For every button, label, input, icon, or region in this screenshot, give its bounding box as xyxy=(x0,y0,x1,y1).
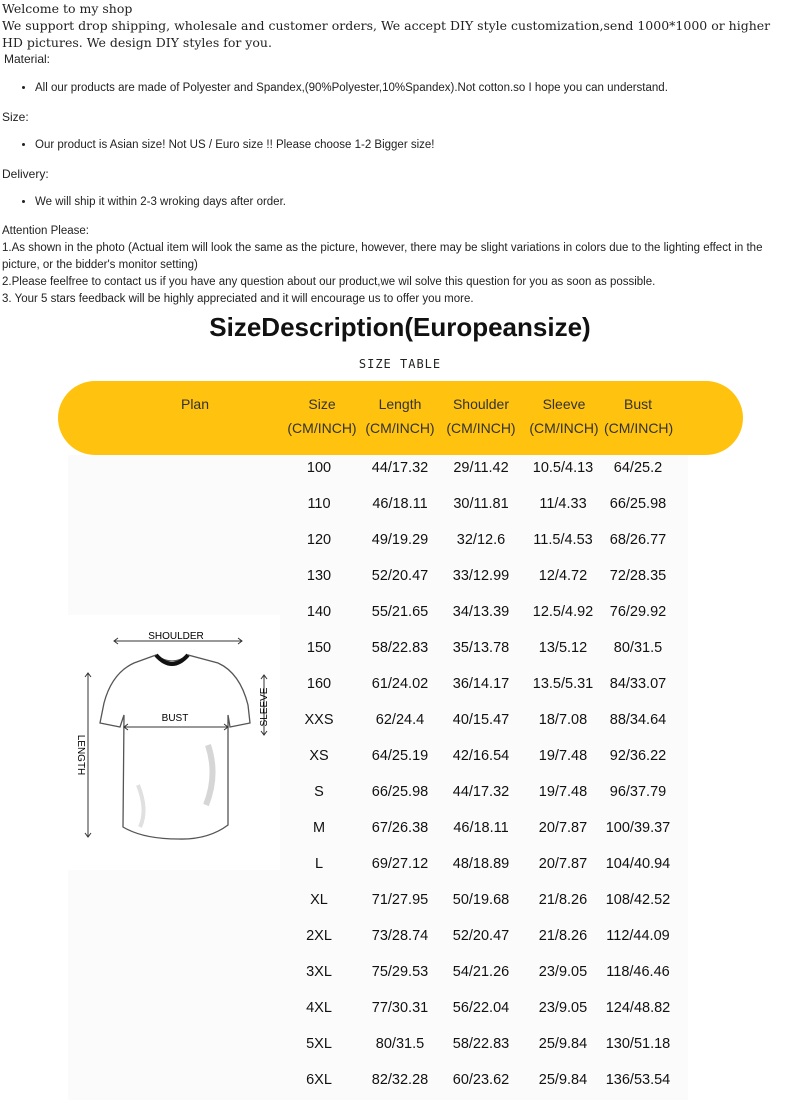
size-section xyxy=(2,109,792,154)
cell-size: 150 xyxy=(306,640,332,656)
cell-size: L xyxy=(314,856,324,872)
cell-shoulder: 36/14.17 xyxy=(452,676,510,692)
cell-bust: 136/53.54 xyxy=(605,1072,671,1088)
cell-size: 6XL xyxy=(306,1072,332,1088)
cell-size: 100 xyxy=(306,460,332,476)
header-size-label: Size xyxy=(308,396,336,412)
cell-size: 2XL xyxy=(306,928,332,944)
cell-length: 44/17.32 xyxy=(371,460,429,476)
list-item: • We will ship it within 2-3 wroking days after order. xyxy=(35,194,792,211)
cell-shoulder: 52/20.47 xyxy=(452,928,510,944)
cell-length: 52/20.47 xyxy=(371,568,429,584)
header-length-label: Length xyxy=(378,396,422,412)
cell-size: S xyxy=(314,784,324,800)
cell-sleeve: 11/4.33 xyxy=(539,496,587,512)
cell-length: 62/24.4 xyxy=(375,712,425,728)
header-bust xyxy=(604,392,672,440)
cell-length: 75/29.53 xyxy=(371,964,429,980)
cell-bust: 72/28.35 xyxy=(609,568,667,584)
cell-size: 160 xyxy=(306,676,332,692)
cell-sleeve: 23/9.05 xyxy=(538,1000,588,1016)
attention-line-3: 3. Your 5 stars feedback will be highly appreciated and it will encourage us to offer you more. xyxy=(2,293,474,305)
cell-sleeve: 13/5.12 xyxy=(538,640,588,656)
cell-shoulder: 42/16.54 xyxy=(452,748,510,764)
cell-sleeve: 12/4.72 xyxy=(538,568,588,584)
header-plan xyxy=(145,392,245,416)
cell-sleeve: 23/9.05 xyxy=(538,964,588,980)
cell-shoulder: 32/12.6 xyxy=(456,532,506,548)
header-shoulder-label: Shoulder xyxy=(452,396,510,412)
table-title: SIZE TABLE xyxy=(358,357,442,371)
shoulder-label: SHOULDER xyxy=(148,631,204,642)
attention-line-1: 1.As shown in the photo (Actual item will look the same as the picture, however, there may be slight variations in colors due to the lighting effect in the picture, or the bidder's monitor setting) xyxy=(2,242,763,271)
material-label: Material: xyxy=(4,52,51,66)
cell-size: XS xyxy=(309,748,329,764)
delivery-section xyxy=(2,166,792,211)
cell-bust: 76/29.92 xyxy=(609,604,667,620)
length-label: LENGTH xyxy=(75,734,86,776)
intro-section xyxy=(2,0,792,51)
cell-size: 3XL xyxy=(306,964,332,980)
header-shoulder xyxy=(442,392,520,440)
tshirt-svg xyxy=(68,615,280,870)
header-sleeve xyxy=(526,392,602,440)
bust-label: BUST xyxy=(161,713,189,724)
cell-bust: 92/36.22 xyxy=(609,748,667,764)
cell-sleeve: 21/8.26 xyxy=(538,892,588,908)
cell-size: 110 xyxy=(307,496,331,512)
cell-sleeve: 21/8.26 xyxy=(538,928,588,944)
cell-sleeve: 19/7.48 xyxy=(538,784,588,800)
cell-shoulder: 29/11.42 xyxy=(453,460,509,476)
cell-size: M xyxy=(312,820,326,836)
material-section xyxy=(2,51,792,97)
cell-size: 120 xyxy=(306,532,332,548)
cell-size: 4XL xyxy=(306,1000,332,1016)
cell-shoulder: 54/21.26 xyxy=(452,964,510,980)
cell-sleeve: 19/7.48 xyxy=(538,748,588,764)
cell-shoulder: 30/11.81 xyxy=(453,496,509,512)
cell-size: 140 xyxy=(306,604,332,620)
cell-length: 66/25.98 xyxy=(371,784,429,800)
cell-bust: 104/40.94 xyxy=(605,856,671,872)
cell-shoulder: 58/22.83 xyxy=(452,1036,510,1052)
cell-shoulder: 35/13.78 xyxy=(452,640,510,656)
cell-length: 61/24.02 xyxy=(371,676,429,692)
cell-length: 69/27.12 xyxy=(371,856,429,872)
header-bust-unit: (CM/INCH) xyxy=(604,420,674,436)
tshirt-diagram xyxy=(68,615,280,870)
cell-shoulder: 50/19.68 xyxy=(452,892,510,908)
cell-length: 82/32.28 xyxy=(371,1072,429,1088)
cell-sleeve: 20/7.87 xyxy=(538,856,588,872)
header-plan-label: Plan xyxy=(180,396,210,412)
header-sleeve-unit: (CM/INCH) xyxy=(529,420,599,436)
cell-sleeve: 13.5/5.31 xyxy=(532,676,594,692)
cell-sleeve: 20/7.87 xyxy=(538,820,588,836)
attention-label: Attention Please: xyxy=(2,225,89,237)
header-bust-label: Bust xyxy=(623,396,652,412)
attention-line-2: 2.Please feelfree to contact us if you have any question about our product,we wil solve this question for you as soon as possible. xyxy=(2,276,656,288)
cell-bust: 80/31.5 xyxy=(613,640,663,656)
cell-sleeve: 25/9.84 xyxy=(538,1036,588,1052)
cell-sleeve: 25/9.84 xyxy=(538,1072,588,1088)
cell-length: 55/21.65 xyxy=(371,604,429,620)
cell-bust: 118/46.46 xyxy=(606,964,670,980)
cell-size: 5XL xyxy=(306,1036,332,1052)
delivery-list xyxy=(2,194,792,211)
cell-shoulder: 48/18.89 xyxy=(452,856,510,872)
cell-sleeve: 18/7.08 xyxy=(538,712,588,728)
size-label: Size: xyxy=(2,110,29,124)
cell-length: 77/30.31 xyxy=(371,1000,429,1016)
list-item: • Our product is Asian size! Not US / Euro size !! Please choose 1-2 Bigger size! xyxy=(35,137,792,154)
cell-bust: 124/48.82 xyxy=(605,1000,671,1016)
cell-bust: 66/25.98 xyxy=(609,496,667,512)
cell-length: 58/22.83 xyxy=(371,640,429,656)
cell-bust: 88/34.64 xyxy=(609,712,667,728)
welcome-text: Welcome to my shop xyxy=(2,1,133,16)
cell-length: 71/27.95 xyxy=(371,892,429,908)
chart-title: SizeDescription(Europeansize) xyxy=(209,312,591,342)
cell-bust: 64/25.2 xyxy=(613,460,663,476)
cell-bust: 84/33.07 xyxy=(609,676,667,692)
cell-sleeve: 10.5/4.13 xyxy=(532,460,594,476)
cell-size: XXS xyxy=(304,712,334,728)
header-size xyxy=(284,392,360,440)
header-length-unit: (CM/INCH) xyxy=(365,420,435,436)
cell-length: 80/31.5 xyxy=(375,1036,425,1052)
cell-bust: 108/42.52 xyxy=(605,892,671,908)
cell-bust: 96/37.79 xyxy=(609,784,667,800)
cell-shoulder: 33/12.99 xyxy=(452,568,510,584)
cell-bust: 100/39.37 xyxy=(605,820,671,836)
list-item: • All our products are made of Polyester and Spandex,(90%Polyester,10%Spandex).Not cotton.so I hope you can understand. xyxy=(35,80,792,97)
cell-shoulder: 60/23.62 xyxy=(452,1072,510,1088)
attention-section xyxy=(2,223,792,308)
cell-bust: 68/26.77 xyxy=(609,532,667,548)
cell-shoulder: 34/13.39 xyxy=(452,604,510,620)
cell-bust: 130/51.18 xyxy=(605,1036,671,1052)
cell-length: 64/25.19 xyxy=(371,748,429,764)
material-list xyxy=(2,80,792,97)
cell-sleeve: 11.5/4.53 xyxy=(533,532,593,548)
header-length xyxy=(362,392,438,440)
size-list xyxy=(2,137,792,154)
cell-length: 49/19.29 xyxy=(371,532,429,548)
delivery-label: Delivery: xyxy=(2,167,49,181)
cell-length: 67/26.38 xyxy=(371,820,429,836)
cell-bust: 112/44.09 xyxy=(606,928,670,944)
header-sleeve-label: Sleeve xyxy=(542,396,586,412)
cell-length: 73/28.74 xyxy=(371,928,429,944)
support-text: We support drop shipping, wholesale and customer orders, We accept DIY style customization,send 1000*1000 or higher HD pictures. We design DIY styles for you. xyxy=(2,18,771,50)
cell-shoulder: 46/18.11 xyxy=(453,820,509,836)
header-size-unit: (CM/INCH) xyxy=(287,420,357,436)
header-shoulder-unit: (CM/INCH) xyxy=(446,420,516,436)
cell-length: 46/18.11 xyxy=(372,496,428,512)
sleeve-label: SLEEVE xyxy=(259,687,270,727)
cell-shoulder: 44/17.32 xyxy=(452,784,510,800)
cell-shoulder: 56/22.04 xyxy=(452,1000,510,1016)
cell-size: 130 xyxy=(306,568,332,584)
cell-shoulder: 40/15.47 xyxy=(452,712,510,728)
cell-sleeve: 12.5/4.92 xyxy=(532,604,594,620)
cell-size: XL xyxy=(310,892,328,908)
